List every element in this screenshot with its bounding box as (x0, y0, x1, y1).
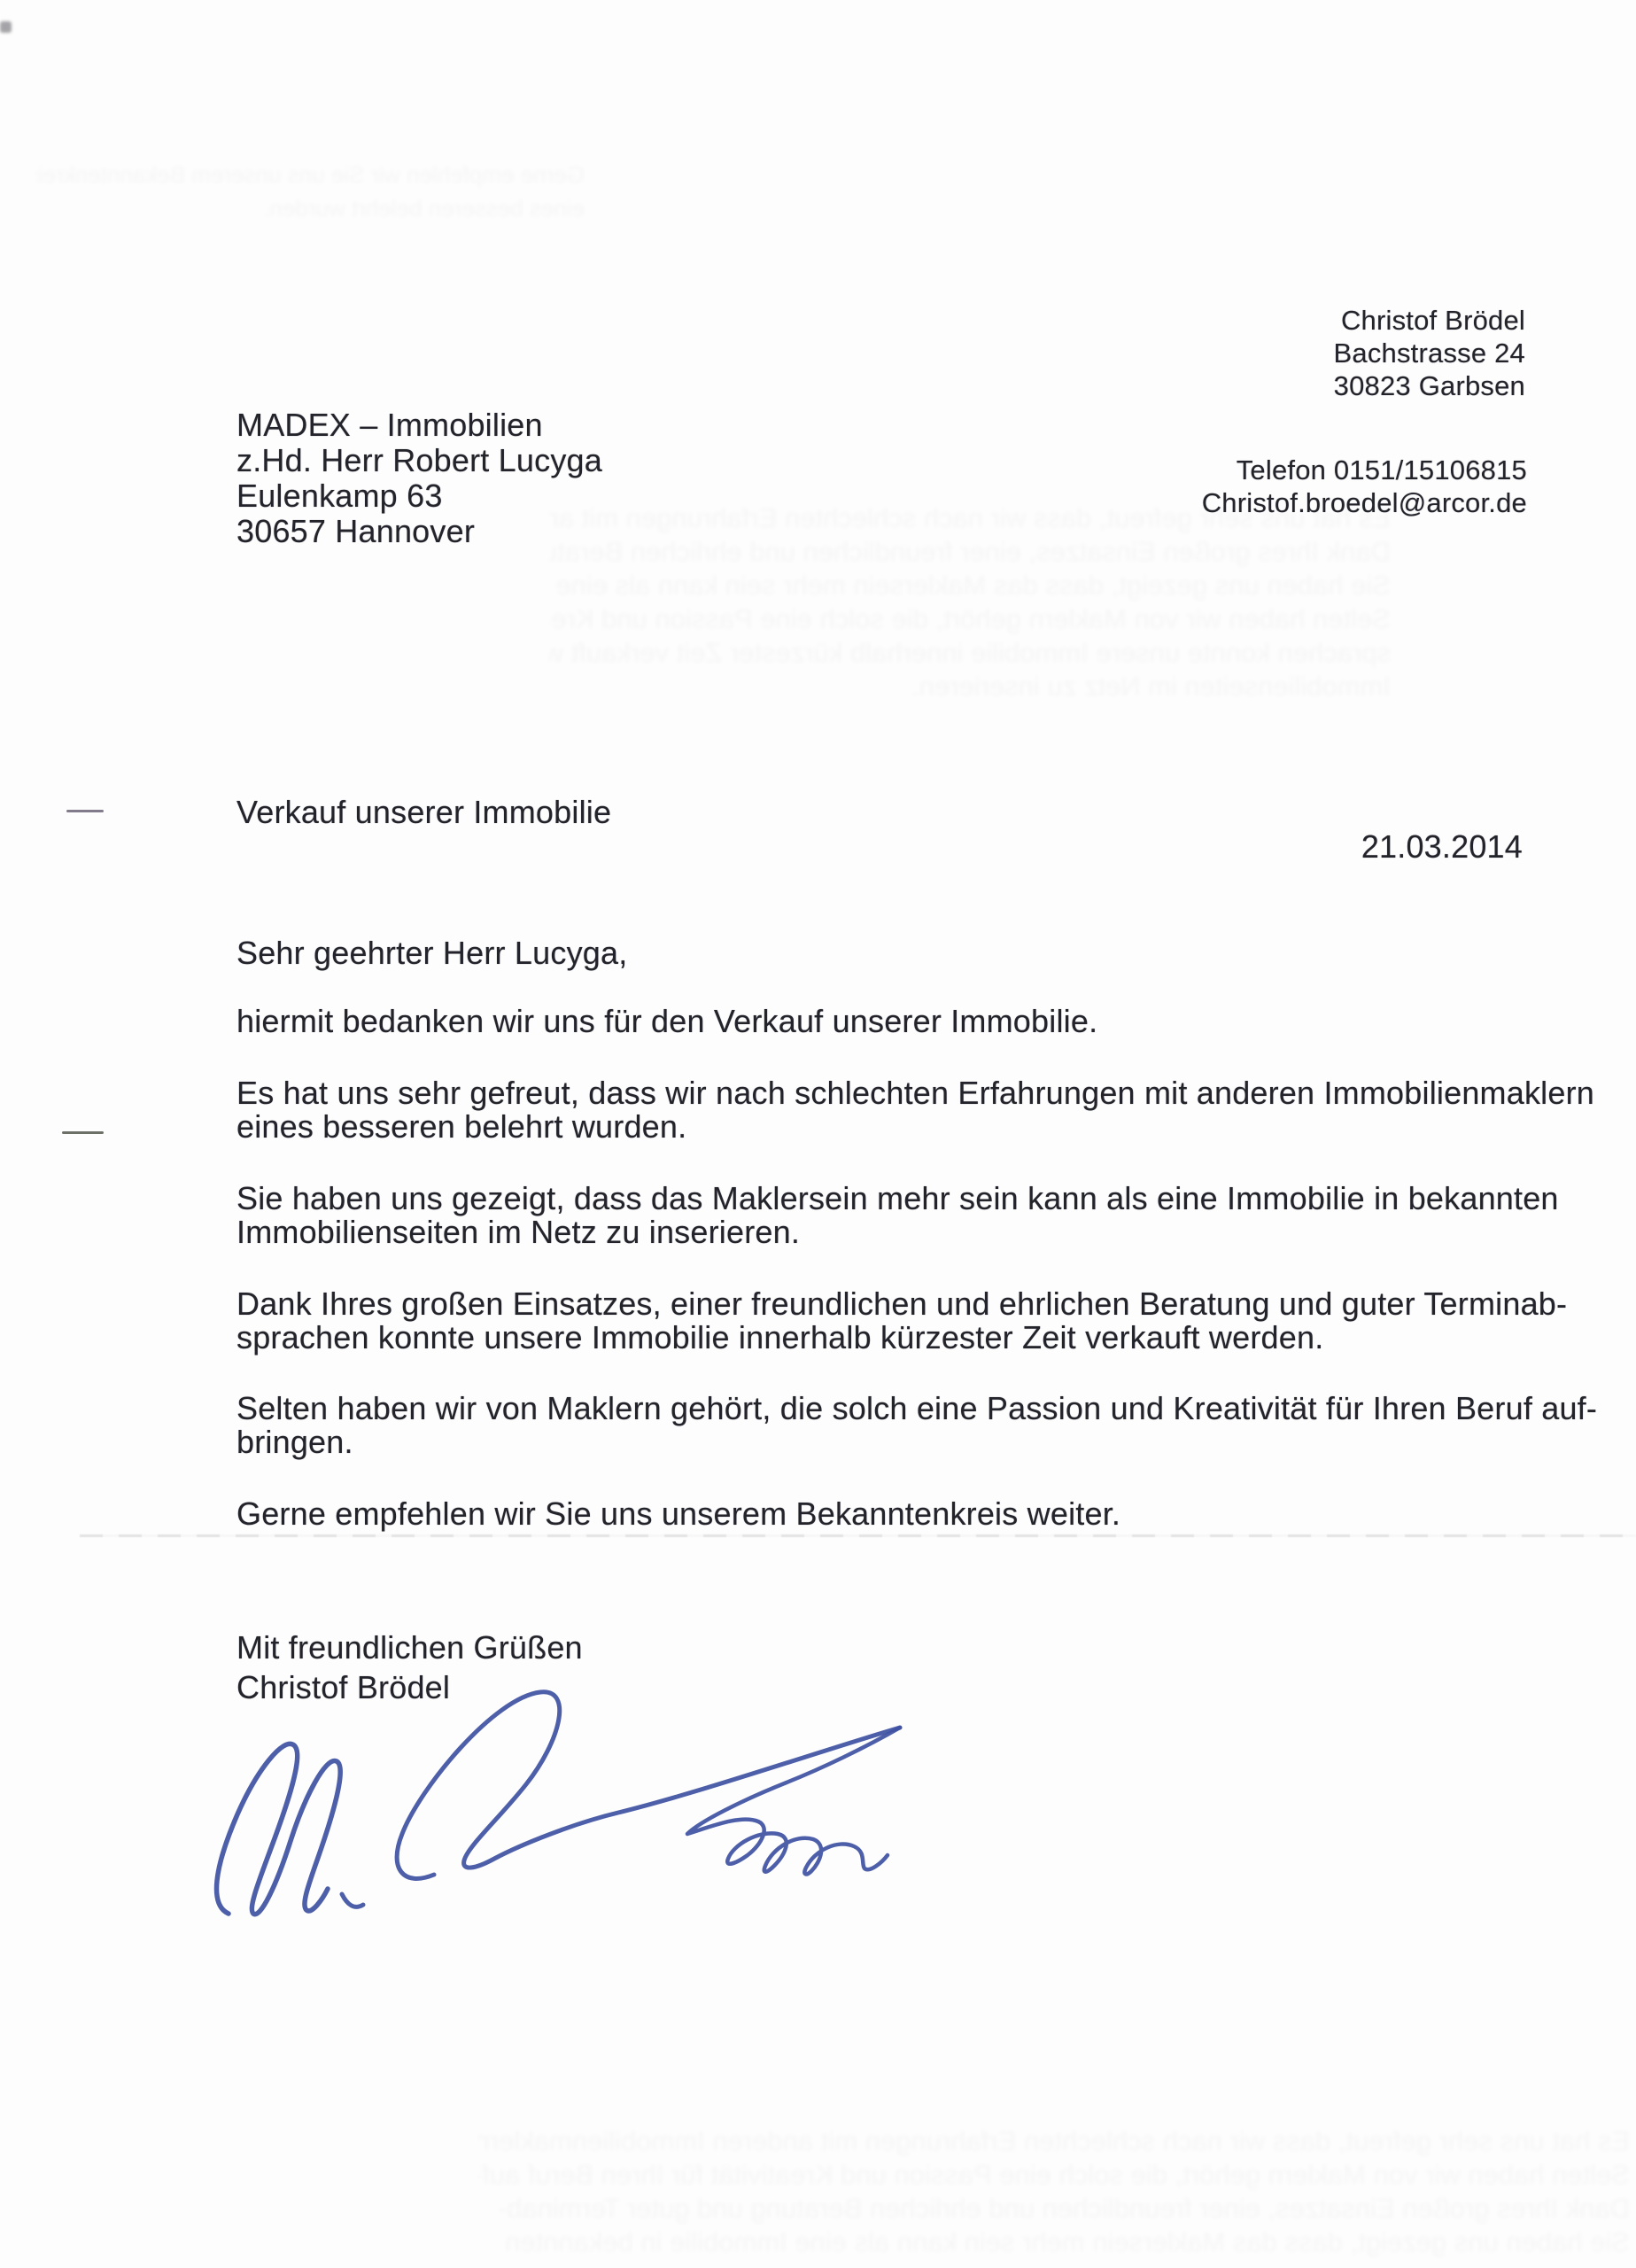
paragraph (236, 1287, 1567, 1355)
paragraph-line: Gerne empfehlen wir Sie uns unserem Bekanntenkreis weiter. (236, 1495, 1121, 1532)
salutation: Sehr geehrter Herr Lucyga, (236, 935, 628, 971)
recipient-city: 30657 Hannover (236, 513, 476, 549)
recipient-attention: z.Hd. Herr Robert Lucyga (236, 442, 602, 478)
sender-name: Christof Brödel (1340, 305, 1525, 336)
signature-stroke (217, 1744, 341, 1914)
paragraph-line: bringen. (236, 1424, 353, 1460)
paragraph-line: eines besseren belehrt wurden. (236, 1108, 687, 1145)
bleed-through-ghost (549, 501, 1391, 785)
closing-name: Christof Brödel (236, 1669, 451, 1705)
paragraph (236, 1497, 1120, 1531)
paragraph-line: Sie haben uns gezeigt, dass das Maklersein mehr sein kann als eine Immobilie in bekannten (236, 1180, 1559, 1216)
paragraph-line: Dank Ihres großen Einsatzes, einer freundlichen und ehrlichen Beratung und guter Terminab- (236, 1285, 1568, 1322)
scan-smudge (0, 21, 12, 33)
recipient-address-block (236, 408, 602, 549)
date: 21.03.2014 (1361, 828, 1523, 865)
paragraph (236, 1182, 1559, 1249)
sender-phone: Telefon 0151/15106815 (1236, 454, 1527, 485)
sender-contact-block (1202, 454, 1527, 519)
paragraph (236, 1005, 1097, 1038)
paragraph (236, 1392, 1597, 1459)
paragraph (236, 1076, 1594, 1144)
sender-city: 30823 Garbsen (1333, 370, 1525, 401)
handwritten-signature (202, 1682, 911, 1921)
bleed-through-ghost (478, 2124, 1630, 2266)
subject-line: Verkauf unserer Immobilie (236, 794, 612, 830)
bleed-through-ghost (35, 158, 585, 264)
paragraph-line: Immobilienseiten im Netz zu inserieren. (236, 1214, 801, 1250)
signature-stroke (687, 1728, 900, 1874)
recipient-street: Eulenkamp 63 (236, 478, 443, 514)
fold-mark-lower (62, 1131, 104, 1134)
signature-stroke (342, 1894, 363, 1907)
paragraph-line: hiermit bedanken wir uns für den Verkauf unserer Immobilie. (236, 1003, 1098, 1039)
sender-street: Bachstrasse 24 (1333, 338, 1525, 369)
recipient-company: MADEX – Immobilien (236, 407, 543, 443)
sender-email: Christof.broedel@arcor.de (1201, 487, 1527, 518)
paragraph-line: Selten haben wir von Maklern gehört, die solch eine Passion und Kreativität für Ihren Beruf auf- (236, 1390, 1598, 1426)
paragraph-line: Es hat uns sehr gefreut, dass wir nach schlechten Erfahrungen mit anderen Immobilienmaklern (236, 1075, 1594, 1111)
fold-mark-upper (66, 810, 104, 812)
closing-greeting: Mit freundlichen Grüßen (236, 1629, 583, 1666)
paragraph-line: sprachen konnte unsere Immobilie innerhalb kürzester Zeit verkauft werden. (236, 1319, 1324, 1355)
scan-fold-streak (80, 1534, 1636, 1537)
sender-address-block (1334, 304, 1525, 402)
